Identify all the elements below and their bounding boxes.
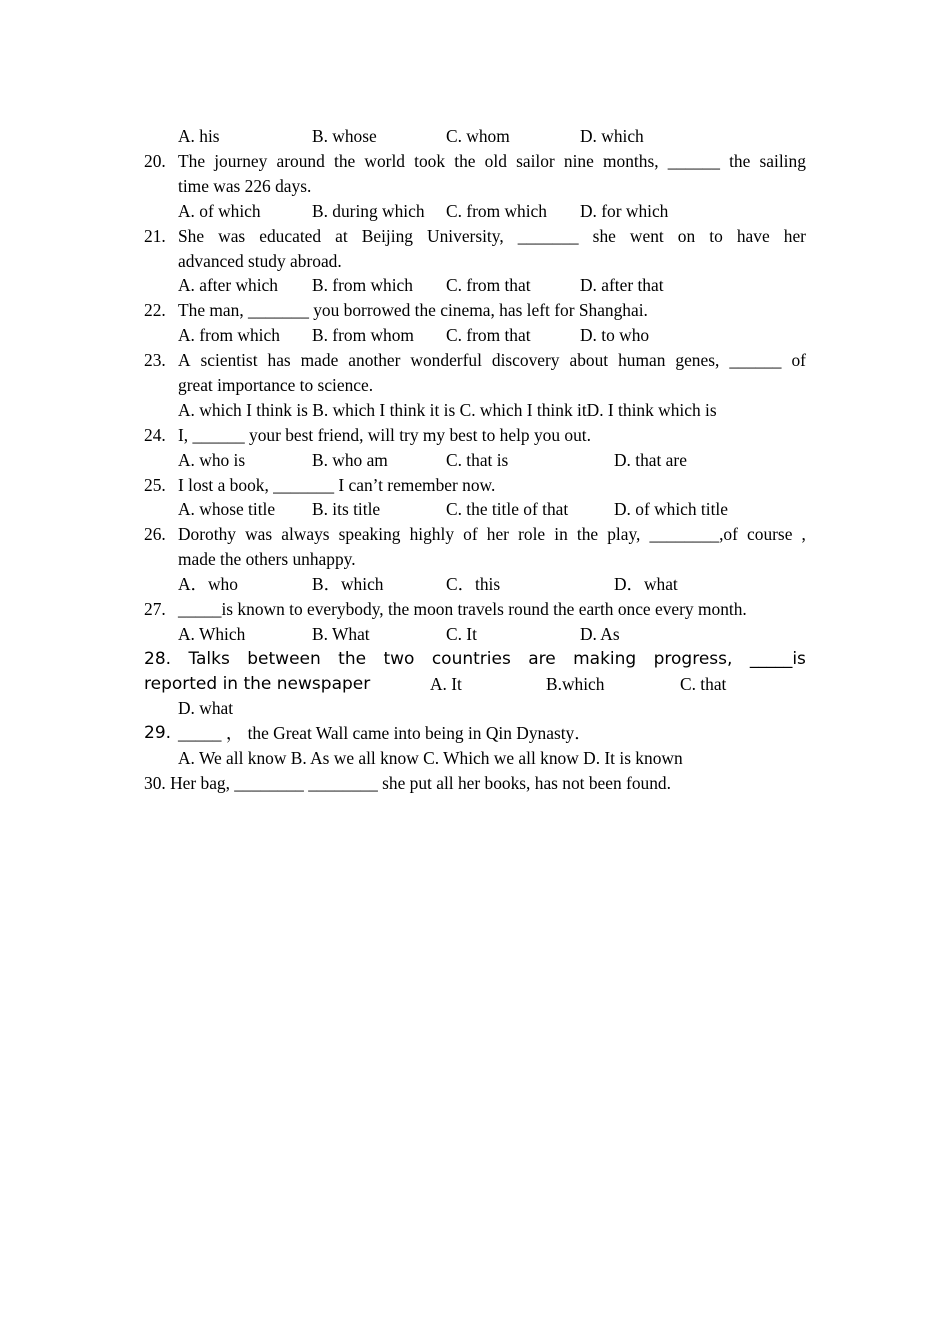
- question-number: 20.: [144, 151, 166, 171]
- options-line: A. which I think is B. which I think it is C. which I think itD. I think which is: [178, 400, 717, 420]
- question-text: The man, _______ you borrowed the cinema, has left for Shanghai.: [178, 300, 648, 320]
- word: in: [554, 524, 568, 544]
- option-a: A. of which: [178, 201, 261, 221]
- word: of: [463, 524, 478, 544]
- question-number: 22.: [144, 300, 166, 320]
- question-text-cont: made the others unhappy.: [178, 549, 356, 569]
- options-line: A. We all know B. As we all know C. Which we all know D. It is known: [178, 748, 683, 768]
- word: world: [364, 151, 405, 171]
- question-text-cont: time was 226 days.: [178, 176, 312, 196]
- word: at: [335, 226, 348, 246]
- word: the: [338, 649, 367, 669]
- word: around: [276, 151, 325, 171]
- option-d: D. to who: [580, 325, 650, 345]
- word: on: [677, 226, 696, 246]
- word: about: [569, 350, 609, 370]
- question-text-cont: advanced study abroad.: [178, 251, 342, 271]
- option-c: C. from that: [446, 275, 531, 295]
- word: play,: [607, 524, 641, 544]
- option-d: D. which: [580, 126, 644, 146]
- word: Dorothy: [178, 524, 236, 544]
- word: role: [518, 524, 546, 544]
- word: always: [281, 524, 330, 544]
- option-c: C. that is: [446, 450, 509, 470]
- word: of: [791, 350, 806, 370]
- word: the: [576, 524, 599, 544]
- word: have: [736, 226, 770, 246]
- question-text: I, ______ your best friend, will try my best to help you out.: [178, 425, 591, 445]
- option-d: D. As: [580, 624, 620, 644]
- option-b: B. who am: [312, 450, 388, 470]
- option-d: D. for which: [580, 201, 669, 221]
- question-number: 25.: [144, 475, 166, 495]
- word: University,: [427, 226, 504, 246]
- question-text-cont: great importance to science.: [178, 375, 374, 395]
- option-c: C. from which: [446, 201, 547, 221]
- question-number: 26.: [144, 524, 166, 544]
- option-c: C. It: [446, 624, 477, 644]
- option-b: B.which: [546, 674, 605, 694]
- word: _____is: [749, 649, 806, 669]
- option-a: A. his: [178, 126, 220, 146]
- word: wonderful: [410, 350, 482, 370]
- word: progress,: [653, 649, 733, 669]
- word: ,: [801, 524, 806, 544]
- word: 28.: [144, 649, 172, 669]
- question-number: 23.: [144, 350, 166, 370]
- question-text: [178, 149, 806, 174]
- question-text-cont: reported in the newspaper: [144, 674, 371, 694]
- question-text: _____ ， the Great Wall came into being in Qin Dynasty．: [178, 723, 592, 743]
- word: genes,: [675, 350, 720, 370]
- word: The: [178, 151, 206, 171]
- question-number: 29.: [144, 723, 172, 743]
- option-a: A. Which: [178, 624, 246, 644]
- word: old: [484, 151, 507, 171]
- word: her: [486, 524, 509, 544]
- option-b: B．which: [312, 574, 384, 594]
- word: has: [267, 350, 291, 370]
- word: A: [178, 350, 191, 370]
- word: ______: [667, 151, 720, 171]
- word: are: [528, 649, 556, 669]
- word: to: [709, 226, 723, 246]
- word: sailing: [759, 151, 806, 171]
- word: the: [333, 151, 356, 171]
- option-b: B. from whom: [312, 325, 414, 345]
- option-a: A．who: [178, 574, 238, 594]
- word: countries: [431, 649, 511, 669]
- option-d: D. of which title: [614, 499, 728, 519]
- option-c: C. that: [680, 674, 727, 694]
- question-text: [178, 224, 806, 249]
- option-b: B. during which: [312, 201, 425, 221]
- word: scientist: [200, 350, 258, 370]
- question-number: 27.: [144, 599, 166, 619]
- option-a: A. who is: [178, 450, 246, 470]
- option-b: B. its title: [312, 499, 381, 519]
- word: human: [618, 350, 666, 370]
- option-b: B. whose: [312, 126, 377, 146]
- word: was: [218, 226, 246, 246]
- word: ________,of: [649, 524, 738, 544]
- option-a: A. It: [430, 674, 462, 694]
- option-d: D．what: [614, 574, 678, 594]
- question-text: I lost a book, _______ I can’t remember now.: [178, 475, 496, 495]
- option-c: C. whom: [446, 126, 510, 146]
- word: ______: [729, 350, 782, 370]
- word: Beijing: [361, 226, 413, 246]
- option-c: C. from that: [446, 325, 531, 345]
- word: between: [247, 649, 321, 669]
- option-c: C. the title of that: [446, 499, 569, 519]
- word: went: [629, 226, 664, 246]
- word: made: [300, 350, 339, 370]
- word: the: [729, 151, 751, 171]
- option-d: D. after that: [580, 275, 664, 295]
- word: speaking: [338, 524, 401, 544]
- word: journey: [214, 151, 268, 171]
- option-c: C．this: [446, 574, 501, 594]
- word: months,: [603, 151, 659, 171]
- option-b: B. from which: [312, 275, 413, 295]
- option-d: D. what: [178, 698, 234, 718]
- word: Talks: [188, 649, 230, 669]
- question-number: 21.: [144, 226, 166, 246]
- word: course: [747, 524, 793, 544]
- word: two: [383, 649, 415, 669]
- question-text: [178, 348, 806, 373]
- question-text: [144, 647, 806, 672]
- question-text: 30. Her bag, ________ ________ she put all her books, has not been found.: [144, 773, 671, 793]
- word: She: [178, 226, 205, 246]
- word: making: [573, 649, 637, 669]
- word: _______: [517, 226, 579, 246]
- word: her: [783, 226, 806, 246]
- word: the: [454, 151, 476, 171]
- word: discovery: [491, 350, 560, 370]
- question-number: 24.: [144, 425, 166, 445]
- word: sailor: [516, 151, 555, 171]
- word: she: [592, 226, 616, 246]
- word: nine: [563, 151, 594, 171]
- question-text: [178, 522, 806, 547]
- option-a: A. whose title: [178, 499, 276, 519]
- option-a: A. from which: [178, 325, 280, 345]
- option-d: D. that are: [614, 450, 687, 470]
- word: highly: [409, 524, 455, 544]
- word: another: [348, 350, 401, 370]
- word: educated: [259, 226, 322, 246]
- question-text: _____is known to everybody, the moon travels round the earth once every month.: [178, 599, 747, 619]
- option-b: B. What: [312, 624, 370, 644]
- option-a: A. after which: [178, 275, 278, 295]
- word: was: [245, 524, 273, 544]
- word: took: [414, 151, 446, 171]
